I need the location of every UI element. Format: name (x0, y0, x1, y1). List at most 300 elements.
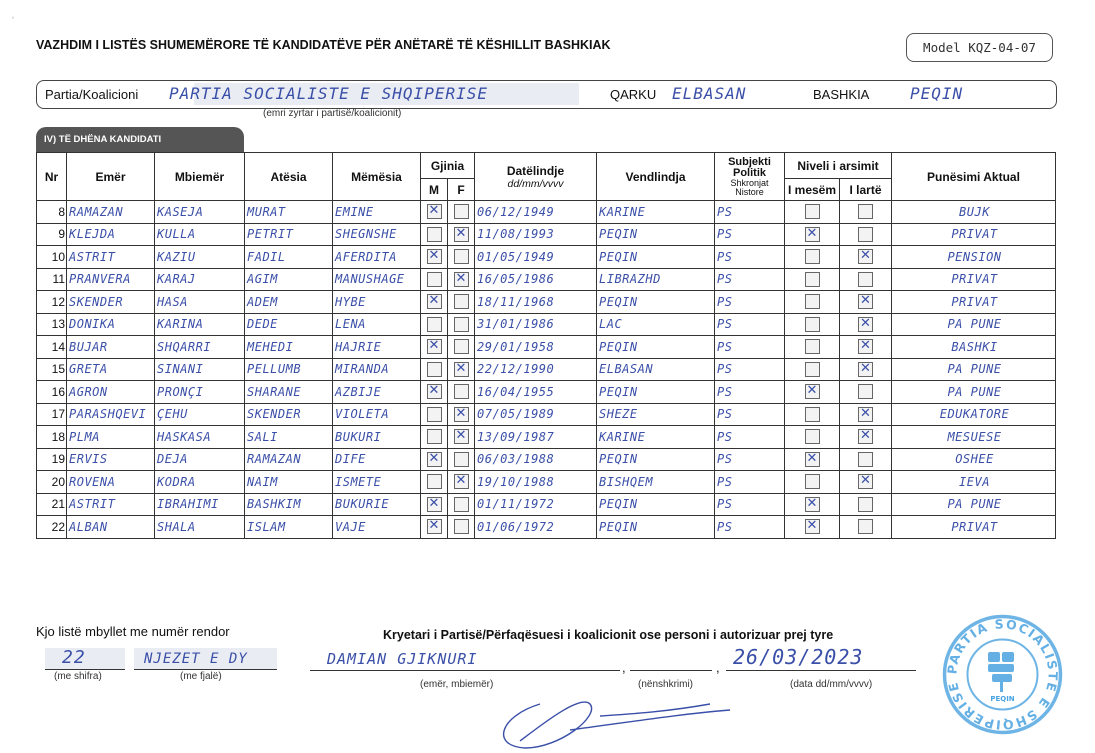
cell-atesia: SALI (245, 426, 333, 449)
row-nr: 15 (37, 358, 67, 381)
cell-gender-m (421, 426, 448, 449)
cell-memesia: VIOLETA (333, 403, 421, 426)
cell-gender-m (421, 268, 448, 291)
cell-emer: PARASHQEVI (67, 403, 155, 426)
cell-memesia: AFERDITA (333, 246, 421, 269)
table-row (37, 471, 1056, 494)
cell-larte (840, 223, 892, 246)
cell-subjekti: PS (715, 516, 785, 539)
cell-subjekti: PS (715, 471, 785, 494)
signer-caption: (emër, mbiemër) (420, 679, 494, 690)
cell-gender-m (421, 493, 448, 516)
cell-punesimi: OSHEE (892, 448, 1056, 471)
mesem-checkbox: ✕ (805, 384, 820, 399)
stamp-city: PEQIN (990, 695, 1015, 703)
cell-memesia: HAJRIE (333, 336, 421, 359)
cell-atesia: FADIL (245, 246, 333, 269)
cell-mesem (785, 471, 840, 494)
cell-vendlindja: KARINE (597, 426, 715, 449)
larte-checkbox (858, 452, 873, 467)
col-punesimi: Punësimi Aktual (892, 153, 1056, 201)
signer-line (310, 670, 620, 671)
larte-checkbox: ✕ (858, 362, 873, 377)
closing-text: Kjo listë mbyllet me numër rendor (36, 624, 230, 639)
cell-larte (840, 246, 892, 269)
cell-emer: ASTRIT (67, 246, 155, 269)
cell-emer: GRETA (67, 358, 155, 381)
cell-atesia: NAIM (245, 471, 333, 494)
party-hint: (emri zyrtar i partisë/koalicionit) (263, 108, 402, 119)
cell-gender-f (448, 246, 475, 269)
mesem-checkbox (805, 339, 820, 354)
model-code-badge: Model KQZ-04-07 (906, 33, 1053, 62)
table-row (37, 246, 1056, 269)
party-box (36, 80, 1057, 109)
cell-emer: SKENDER (67, 291, 155, 314)
cell-larte (840, 336, 892, 359)
cell-gender-m (421, 471, 448, 494)
cell-punesimi: PA PUNE (892, 381, 1056, 404)
gender-m-checkbox: ✕ (427, 519, 442, 534)
larte-checkbox: ✕ (858, 339, 873, 354)
cell-mesem (785, 291, 840, 314)
cell-mesem (785, 493, 840, 516)
gender-m-checkbox: ✕ (427, 339, 442, 354)
cell-subjekti: PS (715, 268, 785, 291)
mesem-checkbox (805, 317, 820, 332)
gender-m-checkbox (427, 272, 442, 287)
gender-f-checkbox (454, 497, 469, 512)
cell-subjekti: PS (715, 246, 785, 269)
col-vendlindja: Vendlindja (597, 153, 715, 201)
mesem-checkbox: ✕ (805, 452, 820, 467)
cell-vendlindja: PEQIN (597, 291, 715, 314)
cell-memesia: BUKURI (333, 426, 421, 449)
cell-mesem (785, 336, 840, 359)
cell-gender-m (421, 246, 448, 269)
cell-mesem (785, 448, 840, 471)
col-gjinia: Gjinia (421, 153, 475, 179)
col-mesem: I mesëm (785, 179, 840, 201)
row-nr: 9 (37, 223, 67, 246)
cell-datelindje: 01/11/1972 (475, 493, 597, 516)
cell-gender-m (421, 313, 448, 336)
cell-subjekti: PS (715, 381, 785, 404)
larte-checkbox: ✕ (858, 249, 873, 264)
table-row (37, 268, 1056, 291)
cell-mbiemer: KODRA (155, 471, 245, 494)
cell-atesia: ADEM (245, 291, 333, 314)
cell-larte (840, 403, 892, 426)
cell-memesia: EMINE (333, 201, 421, 224)
row-nr: 21 (37, 493, 67, 516)
mesem-checkbox: ✕ (805, 227, 820, 242)
gender-m-checkbox: ✕ (427, 452, 442, 467)
mesem-checkbox: ✕ (805, 497, 820, 512)
date-caption: (data dd/mm/vvvv) (790, 679, 873, 690)
cell-larte (840, 381, 892, 404)
cell-memesia: MANUSHAGE (333, 268, 421, 291)
cell-gender-f (448, 426, 475, 449)
gender-m-checkbox: ✕ (427, 204, 442, 219)
row-nr: 12 (37, 291, 67, 314)
cell-punesimi: PRIVAT (892, 516, 1056, 539)
cell-larte (840, 493, 892, 516)
cell-mesem (785, 358, 840, 381)
cell-punesimi: PA PUNE (892, 313, 1056, 336)
signature-line (630, 670, 712, 671)
cell-datelindje: 29/01/1958 (475, 336, 597, 359)
cell-gender-m (421, 381, 448, 404)
larte-checkbox: ✕ (858, 407, 873, 422)
number-line (45, 669, 125, 670)
gender-f-checkbox (454, 519, 469, 534)
number-caption: (me shifra) (54, 671, 102, 682)
cell-punesimi: MESUESE (892, 426, 1056, 449)
date-line (726, 670, 916, 671)
cell-gender-f (448, 403, 475, 426)
cell-mbiemer: DEJA (155, 448, 245, 471)
mesem-checkbox (805, 362, 820, 377)
words-caption: (me fjalë) (180, 671, 222, 682)
row-nr: 20 (37, 471, 67, 494)
cell-gender-m (421, 223, 448, 246)
comma-1: , (622, 660, 626, 675)
signature-scribble (480, 686, 740, 753)
cell-emer: PLMA (67, 426, 155, 449)
cell-subjekti: PS (715, 403, 785, 426)
cell-vendlindja: ELBASAN (597, 358, 715, 381)
cell-subjekti: PS (715, 426, 785, 449)
cell-emer: RAMAZAN (67, 201, 155, 224)
cell-mbiemer: KULLA (155, 223, 245, 246)
cell-emer: ASTRIT (67, 493, 155, 516)
col-datelindje-label: Datëlindje (506, 163, 565, 178)
cell-atesia: MURAT (245, 201, 333, 224)
cell-datelindje: 06/03/1988 (475, 448, 597, 471)
row-nr: 14 (37, 336, 67, 359)
cell-datelindje: 16/05/1986 (475, 268, 597, 291)
cell-datelindje: 16/04/1955 (475, 381, 597, 404)
table-row (37, 291, 1056, 314)
table-row (37, 336, 1056, 359)
mesem-checkbox: ✕ (805, 519, 820, 534)
cell-memesia: ISMETE (333, 471, 421, 494)
cell-mesem (785, 268, 840, 291)
cell-punesimi: PENSION (892, 246, 1056, 269)
cell-gender-m (421, 291, 448, 314)
cell-larte (840, 448, 892, 471)
gender-f-checkbox (454, 294, 469, 309)
cell-subjekti: PS (715, 493, 785, 516)
cell-vendlindja: PEQIN (597, 448, 715, 471)
cell-atesia: PELLUMB (245, 358, 333, 381)
cell-vendlindja: SHEZE (597, 403, 715, 426)
row-nr: 18 (37, 426, 67, 449)
cell-vendlindja: LAC (597, 313, 715, 336)
gender-m-checkbox: ✕ (427, 294, 442, 309)
cell-datelindje: 19/10/1988 (475, 471, 597, 494)
mesem-checkbox (805, 204, 820, 219)
table-row (37, 313, 1056, 336)
table-row (37, 448, 1056, 471)
cell-mbiemer: IBRAHIMI (155, 493, 245, 516)
cell-gender-f (448, 268, 475, 291)
cell-vendlindja: PEQIN (597, 246, 715, 269)
cell-mesem (785, 426, 840, 449)
cell-subjekti: PS (715, 223, 785, 246)
cell-atesia: MEHEDI (245, 336, 333, 359)
cell-atesia: DEDE (245, 313, 333, 336)
col-memesia: Mëmësia (333, 153, 421, 201)
mesem-checkbox (805, 272, 820, 287)
row-nr: 17 (37, 403, 67, 426)
cell-gender-f (448, 471, 475, 494)
gender-m-checkbox (427, 317, 442, 332)
cell-mesem (785, 381, 840, 404)
row-nr: 16 (37, 381, 67, 404)
stamp-ring-text: PARTIA SOCIALISTE E SHQIPERISE (944, 616, 1061, 733)
cell-mesem (785, 201, 840, 224)
cell-larte (840, 471, 892, 494)
rose-logo-icon (988, 652, 1014, 692)
candidates-body (37, 201, 1056, 539)
cell-gender-f (448, 493, 475, 516)
cell-gender-f (448, 358, 475, 381)
larte-checkbox (858, 272, 873, 287)
gender-f-checkbox: ✕ (454, 362, 469, 377)
cell-subjekti: PS (715, 358, 785, 381)
gender-m-checkbox (427, 362, 442, 377)
col-nr: Nr (37, 153, 67, 201)
col-subjekti-sub: Shkronjat Nistore (730, 177, 769, 197)
cell-gender-f (448, 381, 475, 404)
gender-f-checkbox (454, 249, 469, 264)
cell-gender-m (421, 516, 448, 539)
cell-memesia: DIFE (333, 448, 421, 471)
col-atesia: Atësia (245, 153, 333, 201)
gender-f-checkbox (454, 204, 469, 219)
gender-f-checkbox (454, 317, 469, 332)
party-name-value: PARTIA SOCIALISTE E SHQIPERISE (169, 84, 488, 103)
section-tab: IV) TË DHËNA KANDIDATI (36, 127, 244, 152)
cell-mbiemer: KARINA (155, 313, 245, 336)
row-nr: 13 (37, 313, 67, 336)
cell-gender-m (421, 201, 448, 224)
cell-gender-m (421, 358, 448, 381)
cell-emer: DONIKA (67, 313, 155, 336)
col-subjekti (715, 153, 785, 201)
gender-f-checkbox: ✕ (454, 407, 469, 422)
cell-larte (840, 516, 892, 539)
cell-gender-f (448, 516, 475, 539)
cell-datelindje: 22/12/1990 (475, 358, 597, 381)
bashkia-label: BASHKIA (813, 87, 870, 102)
cell-subjekti: PS (715, 448, 785, 471)
col-gender-m: M (421, 179, 448, 201)
cell-emer: ROVENA (67, 471, 155, 494)
cell-mbiemer: PRONÇI (155, 381, 245, 404)
cell-vendlindja: PEQIN (597, 223, 715, 246)
signatory-heading: Kryetari i Partisë/Përfaqësuesi i koalicionit ose personi i autorizuar prej tyre (383, 628, 834, 642)
cell-gender-m (421, 336, 448, 359)
cell-emer: ALBAN (67, 516, 155, 539)
cell-mesem (785, 246, 840, 269)
cell-memesia: VAJE (333, 516, 421, 539)
gender-m-checkbox (427, 474, 442, 489)
cell-emer: BUJAR (67, 336, 155, 359)
qarku-value: ELBASAN (672, 84, 747, 103)
cell-punesimi: PRIVAT (892, 223, 1056, 246)
table-row (37, 381, 1056, 404)
cell-memesia: SHEGNSHE (333, 223, 421, 246)
gender-f-checkbox (454, 339, 469, 354)
gender-f-checkbox: ✕ (454, 272, 469, 287)
gender-m-checkbox (427, 429, 442, 444)
cell-punesimi: IEVA (892, 471, 1056, 494)
row-nr: 8 (37, 201, 67, 224)
cell-punesimi: EDUKATORE (892, 403, 1056, 426)
cell-vendlindja: PEQIN (597, 336, 715, 359)
table-row (37, 358, 1056, 381)
closing-number-words: NJEZET E DY (144, 651, 248, 667)
gender-m-checkbox: ✕ (427, 384, 442, 399)
cell-mbiemer: SINANI (155, 358, 245, 381)
gender-m-checkbox: ✕ (427, 497, 442, 512)
gender-m-checkbox: ✕ (427, 249, 442, 264)
cell-atesia: AGIM (245, 268, 333, 291)
cell-mbiemer: SHQARRI (155, 336, 245, 359)
larte-checkbox: ✕ (858, 474, 873, 489)
cell-mbiemer: HASA (155, 291, 245, 314)
cell-punesimi: PA PUNE (892, 493, 1056, 516)
cell-emer: AGRON (67, 381, 155, 404)
cell-subjekti: PS (715, 313, 785, 336)
larte-checkbox (858, 384, 873, 399)
gender-m-checkbox (427, 407, 442, 422)
cell-vendlindja: KARINE (597, 201, 715, 224)
cell-mbiemer: ÇEHU (155, 403, 245, 426)
cell-atesia: BASHKIM (245, 493, 333, 516)
comma-2: , (716, 660, 720, 675)
cell-atesia: SKENDER (245, 403, 333, 426)
row-nr: 19 (37, 448, 67, 471)
gender-f-checkbox: ✕ (454, 429, 469, 444)
cell-larte (840, 268, 892, 291)
larte-checkbox: ✕ (858, 294, 873, 309)
cell-larte (840, 313, 892, 336)
cell-punesimi: PA PUNE (892, 358, 1056, 381)
gender-m-checkbox (427, 227, 442, 242)
candidates-table (36, 152, 1056, 539)
cell-memesia: LENA (333, 313, 421, 336)
cell-larte (840, 358, 892, 381)
cell-gender-f (448, 201, 475, 224)
cell-gender-f (448, 336, 475, 359)
bashkia-value: PEQIN (910, 84, 964, 103)
cell-mesem (785, 223, 840, 246)
row-nr: 10 (37, 246, 67, 269)
mesem-checkbox (805, 429, 820, 444)
col-emer: Emër (67, 153, 155, 201)
cell-vendlindja: PEQIN (597, 516, 715, 539)
cell-memesia: MIRANDA (333, 358, 421, 381)
gender-f-checkbox: ✕ (454, 474, 469, 489)
cell-subjekti: PS (715, 201, 785, 224)
col-mbiemer: Mbiemër (155, 153, 245, 201)
mesem-checkbox (805, 407, 820, 422)
cell-punesimi: PRIVAT (892, 268, 1056, 291)
cell-mesem (785, 516, 840, 539)
cell-punesimi: BUJK (892, 201, 1056, 224)
cell-emer: PRANVERA (67, 268, 155, 291)
col-gender-f: F (448, 179, 475, 201)
cell-larte (840, 426, 892, 449)
cell-subjekti: PS (715, 336, 785, 359)
cell-emer: KLEJDA (67, 223, 155, 246)
col-larte: I lartë (840, 179, 892, 201)
larte-checkbox (858, 204, 873, 219)
cell-mesem (785, 403, 840, 426)
cell-larte (840, 201, 892, 224)
words-line (134, 669, 277, 670)
cell-datelindje: 31/01/1986 (475, 313, 597, 336)
cell-larte (840, 291, 892, 314)
cell-gender-f (448, 448, 475, 471)
table-row (37, 201, 1056, 224)
row-nr: 11 (37, 268, 67, 291)
cell-datelindje: 07/05/1989 (475, 403, 597, 426)
party-label: Partia/Koalicioni (45, 87, 139, 102)
col-datelindje (475, 153, 597, 201)
gender-f-checkbox (454, 452, 469, 467)
cell-datelindje: 11/08/1993 (475, 223, 597, 246)
cell-datelindje: 13/09/1987 (475, 426, 597, 449)
cell-mbiemer: SHALA (155, 516, 245, 539)
sign-date: 26/03/2023 (733, 645, 864, 669)
mesem-checkbox (805, 294, 820, 309)
cell-mbiemer: HASKASA (155, 426, 245, 449)
cell-gender-m (421, 448, 448, 471)
table-row (37, 516, 1056, 539)
gender-f-checkbox (454, 384, 469, 399)
cell-datelindje: 18/11/1968 (475, 291, 597, 314)
cell-gender-f (448, 223, 475, 246)
cell-datelindje: 06/12/1949 (475, 201, 597, 224)
signer-name: DAMIAN GJIKNURI (327, 650, 478, 668)
cell-gender-f (448, 313, 475, 336)
cell-vendlindja: PEQIN (597, 493, 715, 516)
cell-emer: ERVIS (67, 448, 155, 471)
table-row (37, 426, 1056, 449)
table-row (37, 493, 1056, 516)
table-row (37, 403, 1056, 426)
mesem-checkbox (805, 249, 820, 264)
larte-checkbox (858, 227, 873, 242)
cell-mbiemer: KARAJ (155, 268, 245, 291)
cell-punesimi: BASHKI (892, 336, 1056, 359)
cell-atesia: PETRIT (245, 223, 333, 246)
row-nr: 22 (37, 516, 67, 539)
table-row (37, 223, 1056, 246)
cell-vendlindja: BISHQEM (597, 471, 715, 494)
party-stamp (940, 612, 1065, 737)
gender-f-checkbox: ✕ (454, 227, 469, 242)
larte-checkbox (858, 497, 873, 512)
cell-atesia: RAMAZAN (245, 448, 333, 471)
cell-vendlindja: LIBRAZHD (597, 268, 715, 291)
cell-mbiemer: KASEJA (155, 201, 245, 224)
